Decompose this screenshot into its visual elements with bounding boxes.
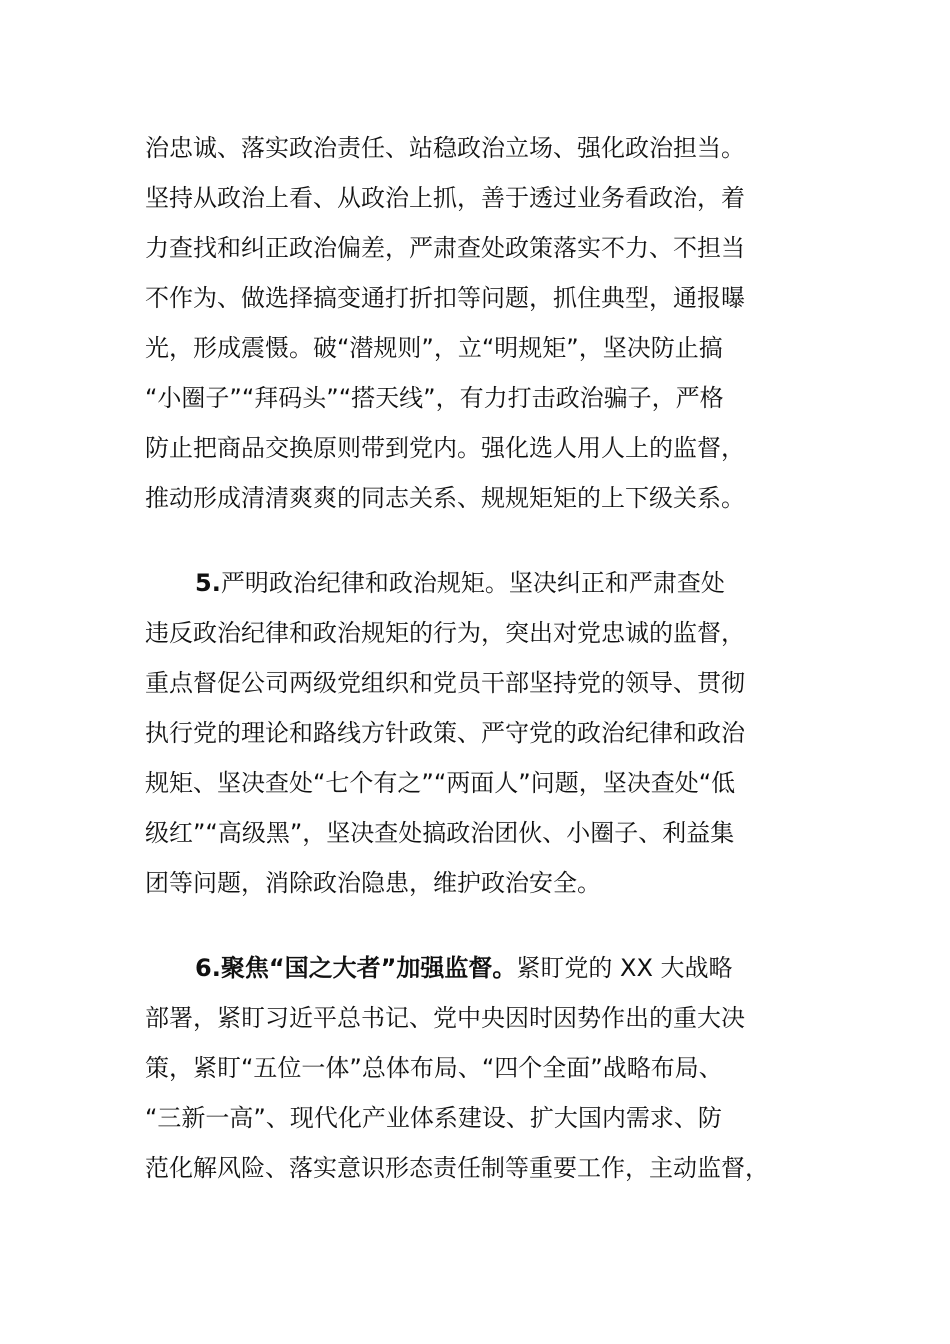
text-line: 坚持从政治上看、从政治上抓，善于透过业务看政治，着: [145, 184, 745, 212]
section-6-first-line-text: 紧盯党的 XX 大战略: [516, 954, 733, 982]
text-line: 治忠诚、落实政治责任、站稳政治立场、强化政治担当。: [145, 134, 745, 162]
text-line: 推动形成清清爽爽的同志关系、规规矩矩的上下级关系。: [145, 484, 745, 512]
text-line: 重点督促公司两级党组织和党员干部坚持党的领导、贯彻: [145, 669, 745, 697]
text-line: “小圈子”“拜码头”“搭天线”，有力打击政治骗子，严格: [145, 384, 724, 412]
text-line: 防止把商品交换原则带到党内。强化选人用人上的监督，: [145, 434, 745, 462]
section-5-number: 5.: [195, 569, 221, 597]
section-5-first-line: [195, 563, 875, 603]
section-6-number: 6.: [195, 954, 221, 982]
text-line: 部署，紧盯习近平总书记、党中央因时因势作出的重大决: [145, 1004, 745, 1032]
text-line: 规矩、坚决查处“七个有之”“两面人”问题，坚决查处“低: [145, 769, 736, 797]
text-line: 不作为、做选择搞变通打折扣等问题，抓住典型，通报曝: [145, 284, 745, 312]
text-line: 团等问题，消除政治隐患，维护政治安全。: [145, 869, 601, 897]
text-line: 策，紧盯“五位一体”总体布局、“四个全面”战略布局、: [145, 1054, 723, 1082]
text-line: 力查找和纠正政治偏差，严肃查处政策落实不力、不担当: [145, 234, 745, 262]
section-6-heading: 聚焦“国之大者”加强监督。: [220, 954, 517, 982]
text-line: 光，形成震慑。破“潜规则”，立“明规矩”，坚决防止搞: [145, 334, 723, 362]
text-line: 级红”“高级黑”，坚决查处搞政治团伙、小圈子、利益集: [145, 819, 735, 847]
text-line: 执行党的理论和路线方针政策、严守党的政治纪律和政治: [145, 719, 745, 747]
text-line: 范化解风险、落实意识形态责任制等重要工作，主动监督，: [145, 1154, 769, 1182]
section-6-first-line: [195, 948, 875, 988]
text-line: “三新一高”、现代化产业体系建设、扩大国内需求、防: [145, 1104, 722, 1132]
section-5-first-line-text: 严明政治纪律和政治规矩。坚决纠正和严肃查处: [220, 569, 725, 597]
text-line: 违反政治纪律和政治规矩的行为，突出对党忠诚的监督，: [145, 619, 745, 647]
